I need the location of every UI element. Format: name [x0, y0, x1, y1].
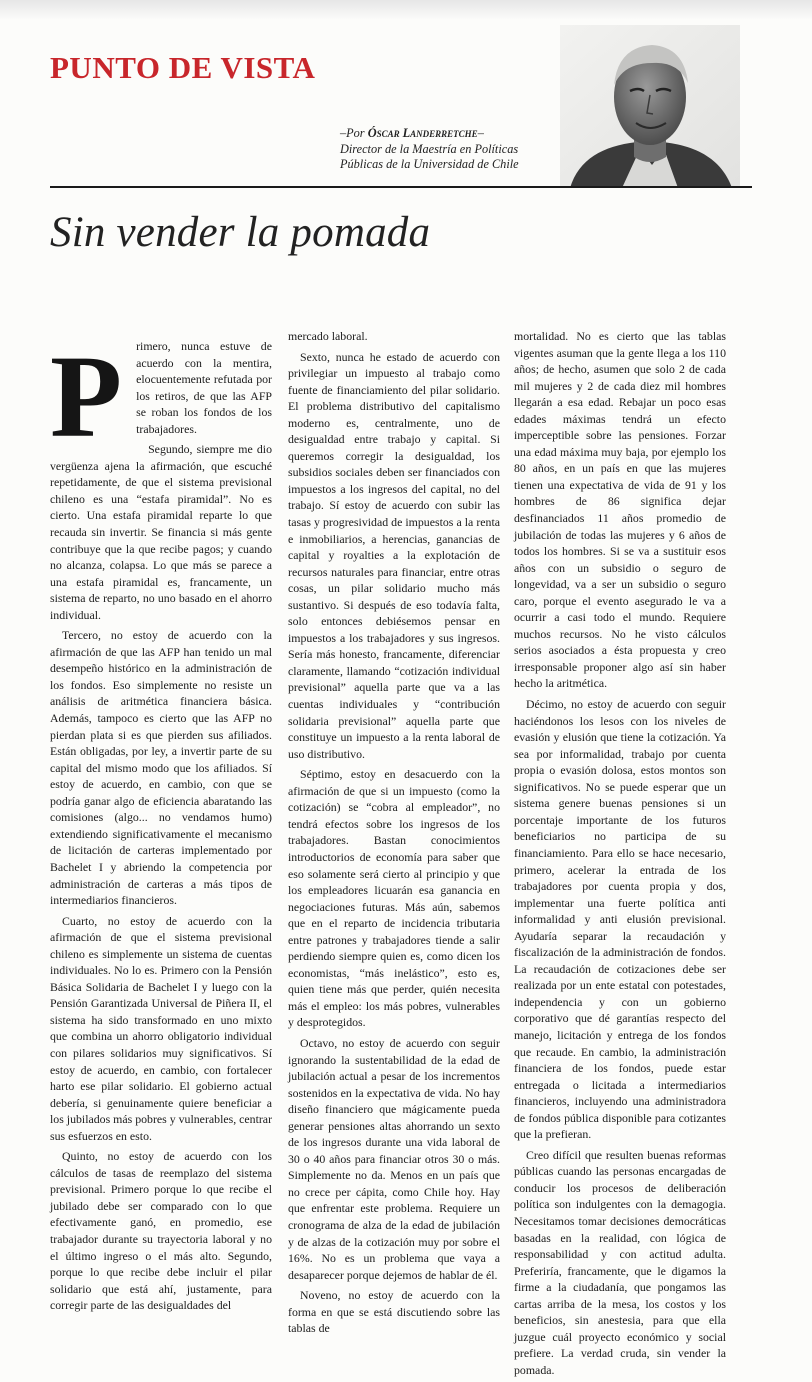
author-name: Óscar Landerretche: [367, 126, 478, 140]
paragraph: Cuarto, no estoy de acuerdo con la afirmación de que el sistema previsional chileno es simplemente un sistema de cuentas individuales. No lo es. Primero con la Pensión Básica Solidaria de Bachelet I y luego con la Pensión Garantizada Universal de Piñera II, el sistema ha sido transformado en uno mixto que combina un ahorro obligatorio individual con pilares solidarios muy significativos. Sí estoy de acuerdo, en cambio, con fortalecer harto ese pilar solidario. El gobierno actual debería, si genuinamente quiere beneficiar a los jubilados más pobres y vulnerables, centrar sus esfuerzos en esto.: [50, 913, 273, 1143]
paragraph: mercado laboral.: [288, 329, 368, 343]
paragraph: [50, 331, 272, 462]
paragraph: Quinto, no estoy de acuerdo con los cálculos de tasas de reemplazo del sistema previsional. Primero porque lo que recibe el jubilado debe ser comparado con lo que efectivamente ganó, en promedio, ese trabajador durante su trayectoria laboral y no el último ingreso o el más alto. Segundo, porque lo que recibe debe incluir el pilar solidario que está ahí, justamente, para corregir parte de las desigualdades del: [50, 1149, 272, 1313]
article-column-3: [514, 328, 726, 1382]
article-headline: Sin vender la pomada: [50, 209, 431, 256]
author-photo: [560, 25, 740, 188]
paragraph: Octavo, no estoy de acuerdo con seguir ignorando la sustentabilidad de la edad de jubilación actual a pesar de los incrementos sostenidos en la expectativa de vida. No hay diseño financiero que mágicamente pueda generar pensiones altas ahorrando un sexto de los ingresos durante una vida laboral de 30 o 40 años para financiar otros 30 o más. Simplemente no da. Menos en un país que no crece per cápita, como Chile hoy. Hay que enfrentar este problema. Requiere un cronograma de alza de la edad de jubilación y de alzas de la cotización muy por sobre el 16%. No es un problema que vaya a desaparecer porque dejemos de hablar de él.: [288, 1035, 500, 1282]
section-title: PUNTO DE VISTA: [50, 50, 316, 85]
paragraph: Segundo, siempre me dio vergüenza ajena la afirmación, que escuché repetidamente, de que el sistema previsional chileno es una “estafa piramidal”. No es cierto. Una estafa piramidal reparte lo que recauda sin invertir. Se financia si más gente contribuye que la que recibe pagos; y cuando no alcanza, colapsa. Lo que más se parece a una estafa piramidal es, francamente, un sistema de reparto, no uno basado en el ahorro individual.: [50, 442, 272, 622]
article-column-1: [50, 331, 273, 1318]
header-rule: [50, 186, 752, 188]
paragraph: mortalidad. No es cierto que las tablas vigentes asuman que la gente llega a los 110 años; de hecho, asumen que solo 2 de cada mil mujeres y 2 de cada diez mil hombres llegarán a esa edad. Rebajar un poco esas edades máximas tendrá un efecto imperceptible sobre las pensiones. Forzar una edad máxima muy baja, por ejemplo los 80 años, en un país en que las mujeres tienen una expectativa de vida de 91 y los hombres de 86 significa dejar desfinanciados 11 años promedio de jubilación de todas las mujeres y 6 años de todos los hombres. Si se va a sustituir esos años con un subsidio o seguro de longevidad, va a ser un subsidio o seguro caro, porque el evento asegurado le va a ocurrir a casi todo el mundo. Requiere muchos recursos. No he visto cálculos serios asociados a ésta propuesta y creo irresponsable proponer algo así sin haber hecho la aritmética.: [514, 329, 726, 691]
paragraph: Décimo, no estoy de acuerdo con seguir haciéndonos los lesos con los niveles de evasión y elusión que tiene la cotización. Ya sea por informalidad, trabajo por cuenta propia o evasión dolosa, estos montos son significativos. No se puede esperar que un sistema genere buenas pensiones si un porcentaje importante de los futuros beneficiarios no participa de su financiamiento. Para ello se hace necesario, primero, acelerar la entrada de los trabajadores por cuenta propia y dos, implementar una fuerte política anti informalidad y anti elusión previsional. Ayudaría separar la recaudación y fiscalización de la administración de fondos. La recaudación de cotizaciones debe ser realizada por un ente estatal con potestades, independencia y con un gobierno corporativo que dé garantías respecto del manejo, licitación y entrega de los fondos que recaude. En cambio, la administración financiera de los fondos, puede estar entregada o licitada a intermediarios financieros, incluyendo una administradora de fondos pública disponible para cotizantes que la prefieran.: [514, 697, 726, 1142]
byline-author-line: [340, 126, 560, 142]
paragraph: Sexto, nunca he estado de acuerdo con privilegiar un impuesto al trabajo como fuente de financiamiento del pilar solidario. El problema distributivo del capitalismo moderno es, centralmente, uno de desigualdad entre trabajo y capital. Si queremos corregir la desigualdad, los subsidios sociales deben ser financiados con impuestos a los ingresos del capital, no del trabajo. Sí estoy de acuerdo con subir las tasas y progresividad de impuestos a la renta e inmobiliarios, a herencias, ganancias de capital y royalties a la explotación de recursos naturales para financiar, entre otras cosas, un pilar solidario mucho más sustantivo. Si después de eso todavía falta, solo entonces debiésemos pensar en impuestos a los trabajadores y sus ingresos. Sería más honesto, francamente, diferenciar claramente, llamando “cotización individual previsional” aquella parte que va a las cuentas individuales y “contribución solidaria previsional” aquella parte que constituye un impuesto a la renta laboral de uso distributivo.: [288, 349, 500, 761]
paragraph: Séptimo, estoy en desacuerdo con la afirmación de que si un impuesto (como la cotización) se “cobra al empleador”, no tendrá efectos sobre los ingresos de los trabajadores. Bastan conocimientos introductorios de economía para saber que eso solamente será cierto al principio y que los empleadores licuarán esa ganancia en negociaciones futuras. Más aún, sabemos que en el reparto de incidencia tributaria entre patrones y trabajadores tiende a salir perdiendo siempre quien es, como dicen los economistas, “más inelástico”, esto es, quien tiene más que perder, quién necesita más el empleo: los más pobres, vulnerables y desprotegidos.: [288, 767, 500, 1030]
paragraph: Tercero, no estoy de acuerdo con la afirmación de que las AFP han tenido un mal desempeño histórico en la administración de los fondos. Eso simplemente no resiste un análisis de aritmética financiera básica. Además, tampoco es cierto que las AFP no pierdan plata si es que pierden sus afiliados. Están obligadas, por ley, a invertir parte de su capital del mismo modo que los afiliados. Sí estoy de acuerdo, en cambio, con que se podría ganar algo de eficiencia abaratando las comisiones (algo... no vendamos humo) extendiendo significativamente el mecanismo de licitación de carteras implementado por Bachelet I y abriendo la competencia por administración de carteras a más tipos de intermediarios financieros.: [50, 628, 272, 908]
paragraph-text: rimero, nunca estuve de acuerdo con la mentira, elocuentemente refutada por los retiros, de que las AFP se roban los fondos de los trabajadores.: [136, 339, 272, 436]
author-portrait-image: [560, 25, 740, 188]
paragraph: Noveno, no estoy de acuerdo con la forma en que se está discutiendo sobre las tablas de: [288, 1288, 500, 1336]
paragraph: Creo difícil que resulten buenas reformas públicas cuando las personas encargadas de conducir los procesos de deliberación política son indulgentes con la demagogia. Necesitamos tomar decisiones democráticas basadas en la realidad, con lógica de responsabilidad y con actitud adulta. Preferiría, francamente, que le digamos la firme a la ciudadanía, que pongamos las cartas arriba de la mesa, los costos y los beneficios, sin anestesia, para que ella juzgue cuál proyecto económico y social prefiere. La verdad cruda, sin vender la pomada.: [514, 1147, 726, 1377]
article-column-2: [288, 328, 500, 1341]
byline-suffix: –: [477, 126, 484, 140]
top-edge: [0, 0, 812, 20]
byline: [340, 126, 560, 173]
drop-cap: P: [50, 331, 123, 462]
byline-prefix: –Por: [340, 126, 365, 140]
author-role: Director de la Maestría en Políticas Públicas de la Universidad de Chile: [340, 141, 519, 171]
